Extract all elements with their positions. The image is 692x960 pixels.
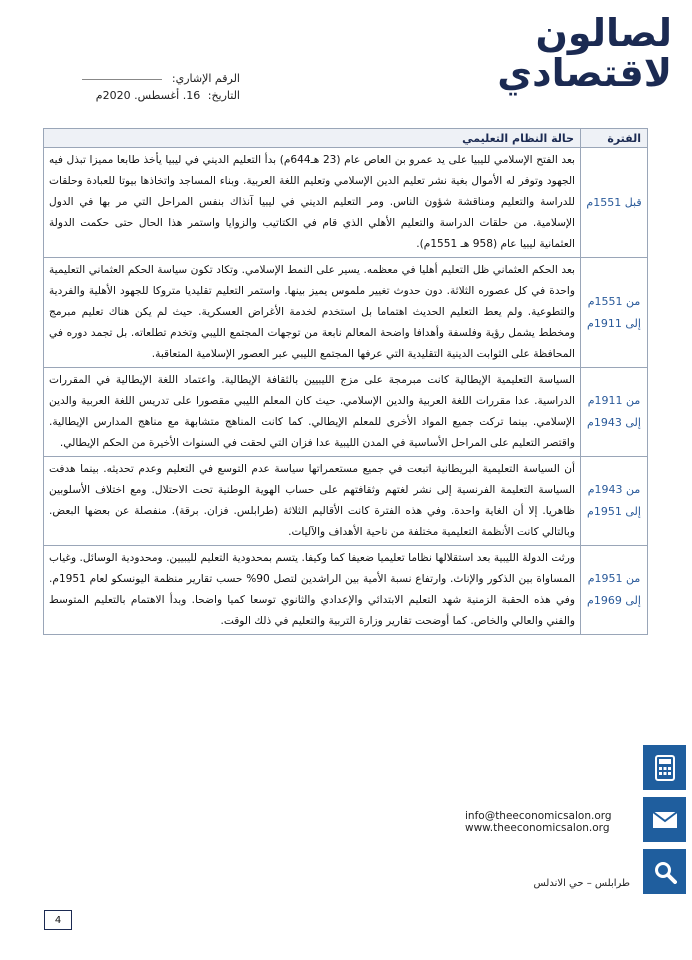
table-row (44, 148, 648, 258)
calculator-icon (655, 755, 675, 781)
period-cell: من 1911م إلى 1943م (581, 368, 648, 457)
reference-block (50, 72, 240, 106)
status-cell: أن السياسة التعليمية البريطانية اتبعت في جميع مستعمراتها سياسة عدم التوسع في التعليم وعدم تحديثه. بينما هدفت السياسة التعليمة الفرنسية إلى نشر لغتهم وثقافتهم على حساب الهوية الوطنية تحت الاحتلال. ومع اختلاف الأسلوبين ظاهريا. إلا أن الغاية واحدة. وفي هذه الفترة كانت الأقاليم الثلاثة (طرابلس. فزان. برقة). منفصلة عن بعضها البعض. وبالتالي كانت الأنظمة التعليمية مختلفة من ناحية الأهداف والآليات. (44, 457, 581, 546)
ref-number-label: الرقم الإشاري: (171, 72, 240, 85)
calculator-button[interactable] (643, 745, 686, 790)
logo-line-2: لاقتصادي (497, 51, 672, 95)
period-cell: من 1943م إلى 1951م (581, 457, 648, 546)
mail-icon (652, 811, 678, 829)
education-history-table (43, 128, 648, 635)
address: طرابلس – حي الاندلس (533, 878, 630, 889)
side-toolbar (643, 745, 686, 915)
column-header-status: حالة النظام التعليمي (44, 129, 581, 148)
date-label: التاريخ: (207, 89, 240, 102)
mail-button[interactable] (643, 797, 686, 842)
table-row (44, 258, 648, 368)
search-icon (653, 860, 677, 884)
ref-number-line (82, 79, 162, 80)
status-cell: بعد الحكم العثماني ظل التعليم أهليا في معظمه. يسير على النمط الإسلامي. وتكاد تكون سياسة الحكم العثماني التعليمية واحدة في كل عصوره الثلاثة. دون حدوث تغيير ملموس يميز بينها. واستمر التعليم تقليديا متروكا للجهود الأهلية والفردية والتطوعية. ولم يعط التعليم الحديث اهتماما بل استخدم لخدمة الأغراض العسكرية. حيث لم يكن هناك تعليم مبرمج ومخطط يشمل رؤية وفلسفة وأهدافا واضحة المعالم نابعة من توجهات المجتمع الليبي وتخدم تطلعاته. بل تجمد دوره في المحافظة على الثوابت الدينية التقليدية التي عرفها المجتمع الليبي عبر العصور الإسلامية المتعاقبة. (44, 258, 581, 368)
period-cell: من 1551م إلى 1911م (581, 258, 648, 368)
table-row (44, 457, 648, 546)
table-row (44, 546, 648, 635)
period-cell: من 1951م إلى 1969م (581, 546, 648, 635)
date-value: 16. أغسطس. 2020م (95, 89, 201, 102)
contact-block (465, 810, 635, 834)
logo-line-1: لصالون (535, 11, 672, 55)
status-cell: بعد الفتح الإسلامي لليبيا على يد عمرو بن العاص عام (23 هـ644م) بدأ التعليم الديني في ليبيا يأخذ طابعا مميزا تبذل فيه الجهود وتوفر له الأموال بغية نشر تعليم الدين الإسلامي وتعليم اللغة العربية. وبناء المساجد واتخاذها بيوتا للعبادة وحلقات للدراسة والتعليم ومناقشة شؤون الناس. ومر التعليم الديني في ليبيا آنذاك بنفس المراحل التي مر بها في الدول الإسلامية. من حلقات الدراسة والتعليم الأهلي الذي قام في الكتاتيب والزوايا واستمر هذا الحال حتى حكمت الدولة العثمانية ليبيا عام (958 هـ 1551م). (44, 148, 581, 258)
status-cell: السياسة التعليمية الإيطالية كانت مبرمجة على مزج الليبيين بالثقافة الإيطالية. واعتماد اللغة الإيطالية في المقررات الدراسية. عدا مقررات اللغة العربية والدين الإسلامي. حيث كان المعلم الليبي مقصورا على تدريس اللغة العربية والدين الإسلامي. بينما تركت جميع المواد الأخرى للمعلم الإيطالي. كما كانت المناهج متشابهة مع مناهج المدارس الإيطالية. واقتصر التعليم على المراحل الأساسية في المدن الليبية عدا فزان التي لحقت في السنوات الأخيرة من الحكم الإيطالي. (44, 368, 581, 457)
period-cell: قبل 1551م (581, 148, 648, 258)
search-button[interactable] (643, 849, 686, 894)
logo (497, 11, 672, 95)
column-header-period: الفترة (581, 129, 648, 148)
email-link[interactable]: info@theeconomicsalon.org (465, 810, 612, 822)
website-link[interactable]: www.theeconomicsalon.org (465, 822, 610, 834)
status-cell: ورثت الدولة الليبية بعد استقلالها نظاما تعليميا ضعيفا كما وكيفا. يتسم بمحدودية التعليم لليبيين. ومحدودية الوسائل. وغياب المساواة بين الذكور والإناث. وارتفاع نسبة الأمية بين الراشدين لتصل 90% حسب تقارير منظمة اليونسكو لعام 1951م. وفي هذه الحقبة الزمنية شهد التعليم الابتدائي والإعدادي والثانوي توسعا كميا واضحا. وبدأ الاهتمام بالتعليم المتوسط والفني والعالي والخاص. كما أوضحت تقارير وزارة التربية والتعليم في ذلك الوقت. (44, 546, 581, 635)
page-number: 4 (44, 910, 72, 930)
table-row (44, 368, 648, 457)
